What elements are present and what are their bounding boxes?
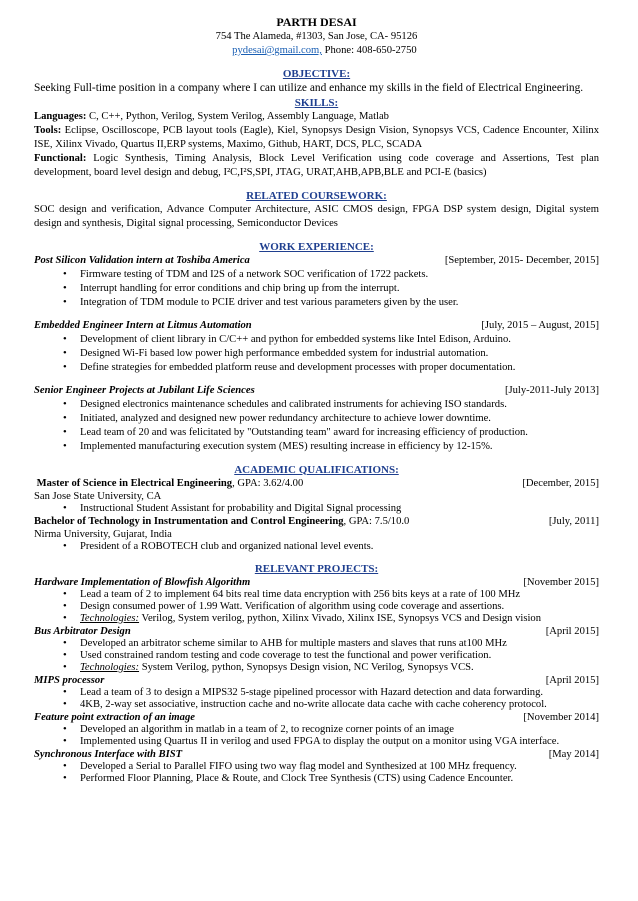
project-header	[34, 576, 599, 589]
bs-bullet: • President of a ROBOTECH club and organized national level events.	[34, 541, 599, 553]
tools-text: Eclipse, Oscilloscope, PCB layout tools (Eagle), Kiel, Synopsys Design Vision, Synopsys VCS, Cadence Encounter, Xilinx ISE, Xilinx Vivado, Quartus II,ERP systems, Maximo, Github, HART, DCS, PLC, SCADA	[34, 124, 599, 150]
tech-label: Technologies:	[80, 661, 140, 673]
email-link[interactable]: pydesai@gmail.com,	[232, 45, 322, 56]
job-bullet: • Firmware testing of TDM and I2S of a network SOC verification of 1722 packets.	[34, 268, 599, 282]
project-bullet: • Implemented using Quartus II in verilog and used FPGA to display the output on a monitor using VGA interface.	[34, 736, 599, 748]
tech-text: System Verilog, python, Synopsys Design vision, NC Verilog, Synopsys VCS.	[139, 661, 474, 673]
bs-school: Nirma University, Gujarat, India	[34, 528, 172, 540]
objective-heading: OBJECTIVE:	[282, 68, 351, 80]
job-header	[34, 319, 599, 333]
phone-text: Phone: 408-650-2750	[321, 45, 417, 56]
experience-heading: WORK EXPERIENCE:	[259, 240, 374, 253]
project-dates: [May 2014]	[548, 748, 599, 760]
functional-label: Functional:	[34, 152, 87, 164]
project-title: Synchronous Interface with BIST	[34, 748, 183, 760]
job-header	[34, 384, 599, 398]
bs-dates: [July, 2011]	[548, 515, 599, 527]
skills-tools	[34, 124, 599, 152]
project-tech	[34, 662, 599, 674]
job-dates: [September, 2015- December, 2015]	[444, 254, 599, 266]
bs-degree-line	[34, 515, 409, 528]
job-dates: [July, 2015 – August, 2015]	[481, 319, 599, 331]
bs-degree: Bachelor of Technology in Instrumentation and Control Engineering	[34, 515, 344, 527]
project-dates: [November 2015]	[523, 576, 599, 588]
ms-bullets	[34, 503, 599, 515]
project-bullets	[34, 589, 599, 625]
contact-line	[34, 44, 599, 58]
job-bullet: • Initiated, analyzed and designed new power redundancy architecture to achieve lower downtime.	[34, 412, 599, 426]
skills-functional	[34, 152, 599, 180]
project-bullets	[34, 687, 599, 711]
job-title: Post Silicon Validation intern at Toshiba America	[34, 254, 250, 266]
job-bullet: • Designed electronics maintenance schedules and calibrated instruments for achieving ISO standards.	[34, 398, 599, 412]
project-dates: [April 2015]	[545, 625, 599, 637]
job-bullet: • Implemented manufacturing execution system (MES) resulting increase in efficiency by 12-15%.	[34, 440, 599, 454]
job-bullet: • Designed Wi-Fi based low power high performance embedded system for industrial automation.	[34, 347, 599, 361]
project-bullet: • Lead a team of 2 to implement 64 bits real time data encryption with 256 bits keys at a rate of 100 MHz	[34, 589, 599, 601]
job-title: Senior Engineer Projects at Jubilant Life Sciences	[34, 384, 255, 396]
objective-text: Seeking Full-time position in a company where I can utilize and enhance my skills in the field of Electrical Engineering.	[34, 82, 584, 94]
project-bullet: • Used constrained random testing and code coverage to test the functional and power verification.	[34, 650, 599, 662]
job-bullets	[34, 333, 599, 375]
project-title: Bus Arbitrator Design	[34, 625, 131, 637]
projects-heading: RELEVANT PROJECTS:	[254, 562, 379, 575]
education-heading: ACADEMIC QUALIFICATIONS:	[234, 463, 399, 476]
project-header	[34, 711, 599, 724]
job-bullet: • Development of client library in C/C++ and python for embedded systems like Intel Edison, Arduino.	[34, 333, 599, 347]
functional-text: Logic Synthesis, Timing Analysis, Block Level Verification using code coverage and Assertions, Test plan development, board level design and debug, I²C,I²S,SPI, JTAG, URAT,AHB,APB,BLE and PCI-E (basics)	[34, 152, 599, 178]
project-bullets	[34, 761, 599, 785]
bs-bullets	[34, 541, 599, 553]
project-bullet: • Developed an algorithm in matlab in a team of 2, to recognize corner points of an image	[34, 724, 599, 736]
project-bullets	[34, 724, 599, 748]
ms-school: San Jose State University, CA	[34, 490, 162, 502]
project-title: MIPS processor	[34, 674, 105, 686]
resume-header	[34, 14, 599, 58]
project-header	[34, 674, 599, 687]
job-bullets	[34, 398, 599, 454]
degree-row	[34, 477, 599, 490]
project-bullet: • Lead a team of 3 to design a MIPS32 5-stage pipelined processor with Hazard detection and data forwarding.	[34, 687, 599, 699]
languages-label: Languages:	[34, 110, 87, 122]
project-title: Feature point extraction of an image	[34, 711, 195, 723]
ms-gpa: , GPA: 3.62/4.00	[232, 477, 304, 489]
project-dates: [November 2014]	[523, 711, 599, 723]
job-bullet: • Interrupt handling for error conditions and chip bring up from the interrupt.	[34, 282, 599, 296]
tech-text: Verilog, System verilog, python, Xilinx Vivado, Xilinx ISE, Synopsys VCS and Design vision	[139, 612, 541, 624]
job-bullet: • Integration of TDM module to PCIE driver and test various parameters given by the user.	[34, 296, 599, 310]
project-header	[34, 748, 599, 761]
job-bullet: • Define strategies for embedded platform reuse and development processes with proper documentation.	[34, 361, 599, 375]
project-title: Hardware Implementation of Blowfish Algorithm	[34, 576, 251, 588]
coursework-text: SOC design and verification, Advance Computer Architecture, ASIC CMOS design, FPGA DSP system design, Digital system design and synthesis, Digital signal processing, Semiconductor Devices	[34, 203, 599, 229]
project-bullet: • Developed a Serial to Parallel FIFO using two way flag model and Synthesized at 100 MHz frequency.	[34, 761, 599, 773]
ms-bullet: • Instructional Student Assistant for probability and Digital Signal processing	[34, 503, 599, 515]
coursework-heading: RELATED COURSEWORK:	[246, 189, 387, 202]
project-bullet: • Design consumed power of 1.99 Watt. Verification of algorithm using code coverage and assertions.	[34, 601, 599, 613]
skills-heading: SKILLS:	[294, 96, 339, 109]
project-bullet: • Developed an arbitrator scheme similar to AHB for multiple masters and slaves that runs at100 MHz	[34, 638, 599, 650]
job-dates: [July-2011-July 2013]	[504, 384, 599, 396]
tools-label: Tools:	[34, 124, 62, 136]
job-title: Embedded Engineer Intern at Litmus Automation	[34, 319, 252, 331]
degree-row	[34, 515, 599, 528]
languages-text: C, C++, Python, Verilog, System Verilog, Assembly Language, Matlab	[86, 110, 389, 122]
project-bullets	[34, 638, 599, 674]
job-header	[34, 254, 599, 268]
ms-degree: Master of Science in Electrical Engineering	[36, 477, 233, 489]
project-bullet: • 4KB, 2-way set associative, instruction cache and no-write allocate data cache with cache coherency protocol.	[34, 699, 599, 711]
project-bullet: • Performed Floor Planning, Place & Route, and Clock Tree Synthesis (CTS) using Cadence Encounter.	[34, 773, 599, 785]
ms-degree-line	[34, 477, 303, 490]
candidate-name: PARTH DESAI	[276, 15, 357, 29]
project-tech	[34, 613, 599, 625]
project-dates: [April 2015]	[545, 674, 599, 686]
address-line: 754 The Alameda, #1303, San Jose, CA- 95126	[215, 31, 418, 42]
job-bullets	[34, 268, 599, 310]
bs-gpa: , GPA: 7.5/10.0	[343, 515, 410, 527]
project-header	[34, 625, 599, 638]
ms-dates: [December, 2015]	[522, 477, 599, 489]
resume-page	[34, 14, 599, 785]
job-bullet: • Lead team of 20 and was felicitated by "Outstanding team" award for increasing efficiency of production.	[34, 426, 599, 440]
skills-languages	[34, 110, 599, 124]
tech-label: Technologies:	[80, 612, 140, 624]
